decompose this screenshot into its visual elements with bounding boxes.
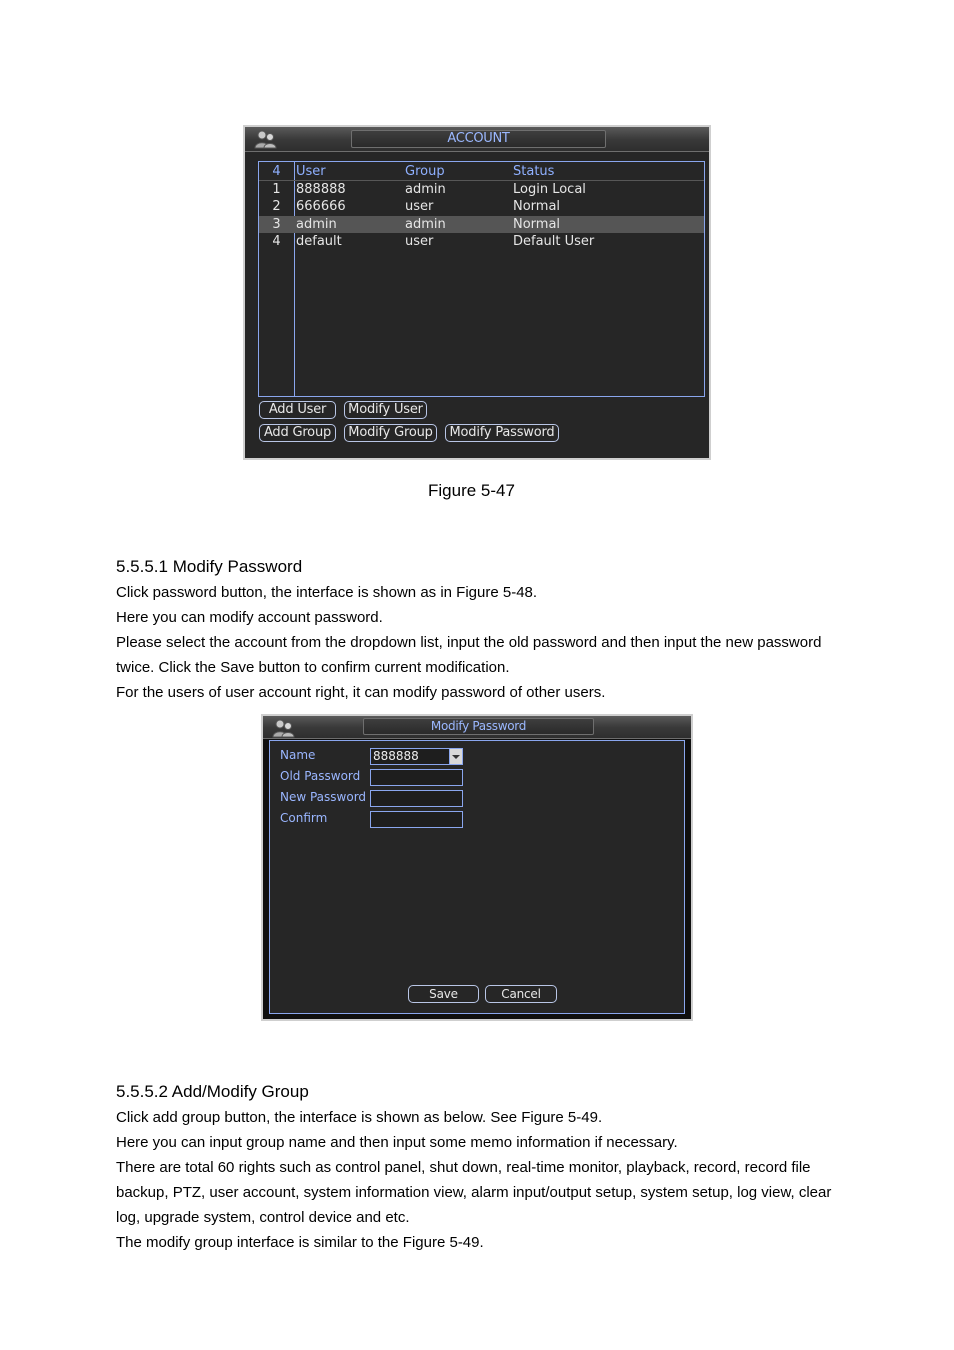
add-group-button[interactable]: Add Group xyxy=(259,424,336,442)
paragraph: Here you can input group name and then input some memo information if necessary. xyxy=(116,1134,678,1151)
row-number: 1 xyxy=(272,182,281,197)
column-header-status[interactable]: Status xyxy=(513,164,555,179)
modify-password-button[interactable]: Modify Password xyxy=(445,424,559,442)
modify-password-titlebar xyxy=(263,716,691,739)
row-status: Login Local xyxy=(513,182,586,197)
row-status: Normal xyxy=(513,199,561,214)
paragraph: For the users of user account right, it can modify password of other users. xyxy=(116,684,606,701)
row-group: admin xyxy=(405,217,446,232)
column-header-user[interactable]: User xyxy=(296,164,326,179)
row-number: 2 xyxy=(272,199,281,214)
section-body xyxy=(116,580,856,705)
old-password-label: Old Password xyxy=(280,769,361,783)
table-row[interactable] xyxy=(259,233,704,250)
modify-password-panel xyxy=(269,740,685,1014)
paragraph: Click password button, the interface is shown as in Figure 5-48. xyxy=(116,584,538,601)
row-user: 888888 xyxy=(296,182,346,197)
section-body xyxy=(116,1105,856,1255)
paragraph: Please select the account from the dropdown list, input the old password and then input the new password twice. Click the Save button to confirm current modification. xyxy=(116,634,822,676)
section-heading: 5.5.5.2 Add/Modify Group xyxy=(116,1082,309,1101)
row-number: 3 xyxy=(272,217,281,232)
row-user: default xyxy=(296,234,342,249)
account-list[interactable] xyxy=(258,161,705,397)
row-number: 4 xyxy=(272,234,281,249)
paragraph: There are total 60 rights such as control panel, shut down, real-time monitor, playback, record, record file backup, PTZ, user account, system information view, alarm input/output setup, system setup, log view, clear log, upgrade system, control device and etc. xyxy=(116,1159,832,1226)
paragraph: Here you can modify account password. xyxy=(116,609,383,626)
name-dropdown-value: 888888 xyxy=(373,749,419,763)
save-button[interactable]: Save xyxy=(408,985,479,1003)
row-user: 666666 xyxy=(296,199,346,214)
name-label: Name xyxy=(280,748,316,762)
add-user-button[interactable]: Add User xyxy=(259,401,336,419)
table-row-selected[interactable] xyxy=(259,216,704,233)
paragraph: The modify group interface is similar to the Figure 5-49. xyxy=(116,1234,484,1251)
new-password-label: New Password xyxy=(280,790,367,804)
account-titlebar xyxy=(245,127,709,152)
confirm-password-field[interactable] xyxy=(370,811,463,828)
chevron-down-icon[interactable] xyxy=(449,749,462,764)
row-user: admin xyxy=(296,217,337,232)
row-status: Default User xyxy=(513,234,595,249)
account-dialog xyxy=(243,125,711,460)
cancel-button[interactable]: Cancel xyxy=(485,985,557,1003)
section-heading: 5.5.5.1 Modify Password xyxy=(116,557,303,576)
dialog-title: ACCOUNT xyxy=(351,130,606,148)
modify-group-button[interactable]: Modify Group xyxy=(344,424,437,442)
table-row[interactable] xyxy=(259,181,704,198)
figure-caption: Figure 5-47 xyxy=(428,481,515,500)
count-header: 4 xyxy=(272,164,281,179)
dialog-title: Modify Password xyxy=(363,718,594,735)
row-group: user xyxy=(405,199,434,214)
row-group: admin xyxy=(405,182,446,197)
name-dropdown[interactable] xyxy=(370,748,463,765)
users-icon xyxy=(271,718,297,738)
confirm-label: Confirm xyxy=(280,811,328,825)
new-password-field[interactable] xyxy=(370,790,463,807)
old-password-field[interactable] xyxy=(370,769,463,786)
row-status: Normal xyxy=(513,217,561,232)
modify-user-button[interactable]: Modify User xyxy=(344,401,427,419)
paragraph: Click add group button, the interface is shown as below. See Figure 5-49. xyxy=(116,1109,603,1126)
row-group: user xyxy=(405,234,434,249)
table-row[interactable] xyxy=(259,198,704,215)
users-icon xyxy=(253,129,279,149)
column-header-group[interactable]: Group xyxy=(405,164,445,179)
modify-password-dialog xyxy=(261,714,693,1021)
table-header xyxy=(259,163,704,180)
